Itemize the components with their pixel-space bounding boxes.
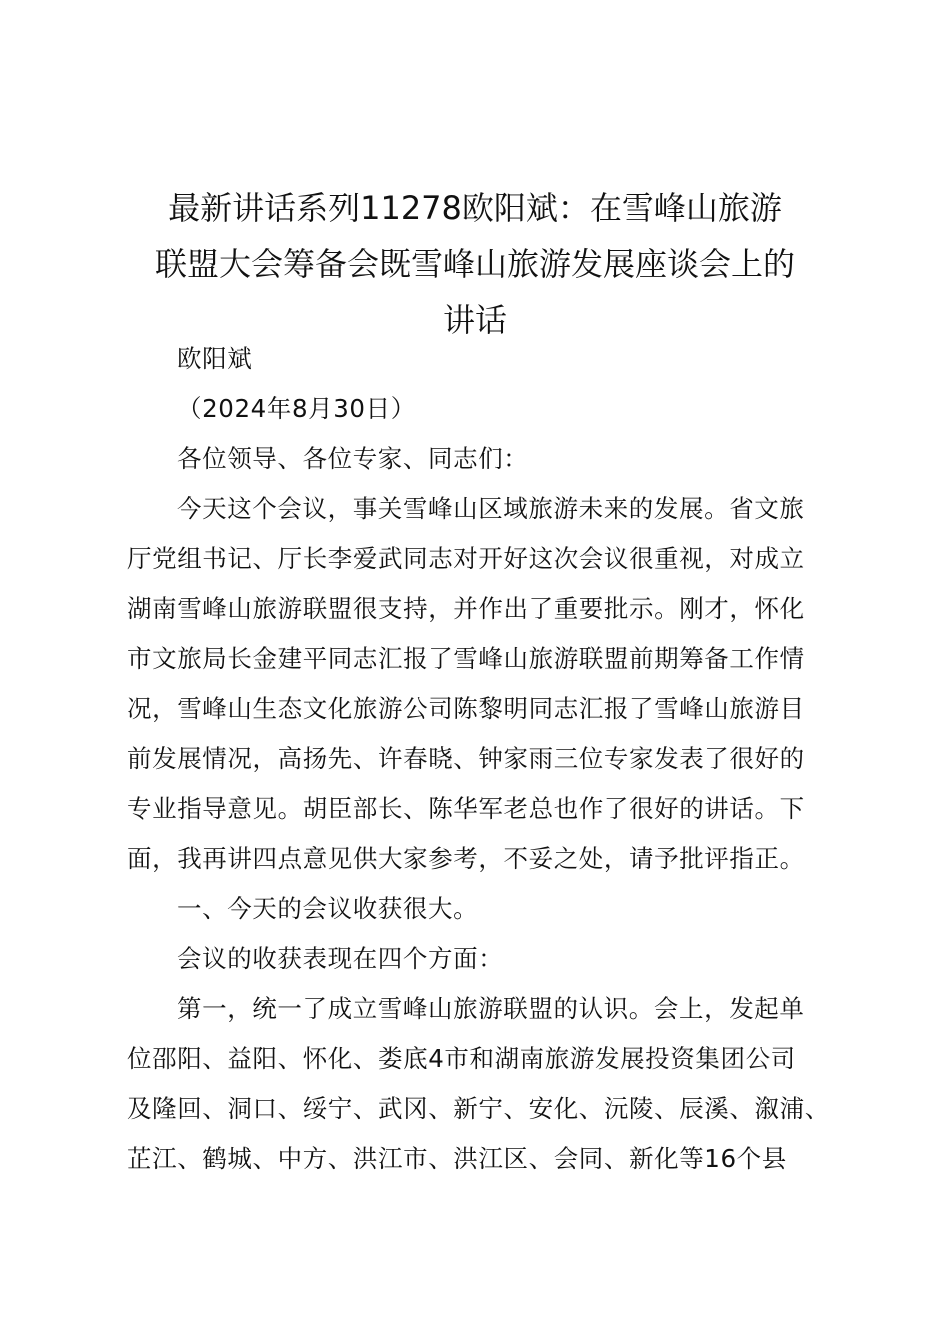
date-line: （2024年8月30日）: [177, 394, 416, 423]
paragraph-line: 今天这个会议，事关雪峰山区域旅游未来的发展。省文旅: [177, 494, 805, 523]
paragraph-line: 市文旅局长金建平同志汇报了雪峰山旅游联盟前期筹备工作情: [127, 644, 805, 673]
paragraph-2: [127, 984, 839, 1184]
paragraph-line: 面，我再讲四点意见供大家参考，不妥之处，请予批评指正。: [127, 844, 805, 873]
paragraph-line: 专业指导意见。胡臣部长、陈华军老总也作了很好的讲话。下: [127, 794, 805, 823]
title-line: 讲话: [442, 301, 507, 339]
document-body: [127, 334, 839, 1184]
paragraph-line: 位邵阳、益阳、怀化、娄底4市和湖南旅游发展投资集团公司: [127, 1044, 796, 1073]
paragraph-line: 湖南雪峰山旅游联盟很支持，并作出了重要批示。刚才，怀化: [127, 594, 805, 623]
paragraph-1: [127, 484, 839, 884]
title-line: 最新讲话系列11278欧阳斌：在雪峰山旅游: [168, 189, 782, 227]
greeting-line: 各位领导、各位专家、同志们：: [177, 444, 529, 473]
paragraph-line: 芷江、鹤城、中方、洪江市、洪江区、会同、新化等16个县: [127, 1144, 787, 1173]
paragraph-line: 厅党组书记、厅长李爱武同志对开好这次会议很重视，对成立: [127, 544, 805, 573]
section-heading: 一、今天的会议收获很大。: [177, 894, 479, 923]
title-line: 联盟大会筹备会既雪峰山旅游发展座谈会上的: [154, 245, 795, 283]
paragraph-line: 前发展情况，高扬先、许春晓、钟家雨三位专家发表了很好的: [127, 744, 805, 773]
paragraph-line: 及隆回、洞口、绥宁、武冈、新宁、安化、沅陵、辰溪、溆浦、: [127, 1094, 830, 1123]
document-title: [110, 180, 840, 348]
section-intro: 会议的收获表现在四个方面：: [177, 944, 504, 973]
author-line: 欧阳斌: [177, 344, 253, 373]
paragraph-line: 况，雪峰山生态文化旅游公司陈黎明同志汇报了雪峰山旅游目: [127, 694, 805, 723]
paragraph-line: 第一，统一了成立雪峰山旅游联盟的认识。会上，发起单: [177, 994, 805, 1023]
